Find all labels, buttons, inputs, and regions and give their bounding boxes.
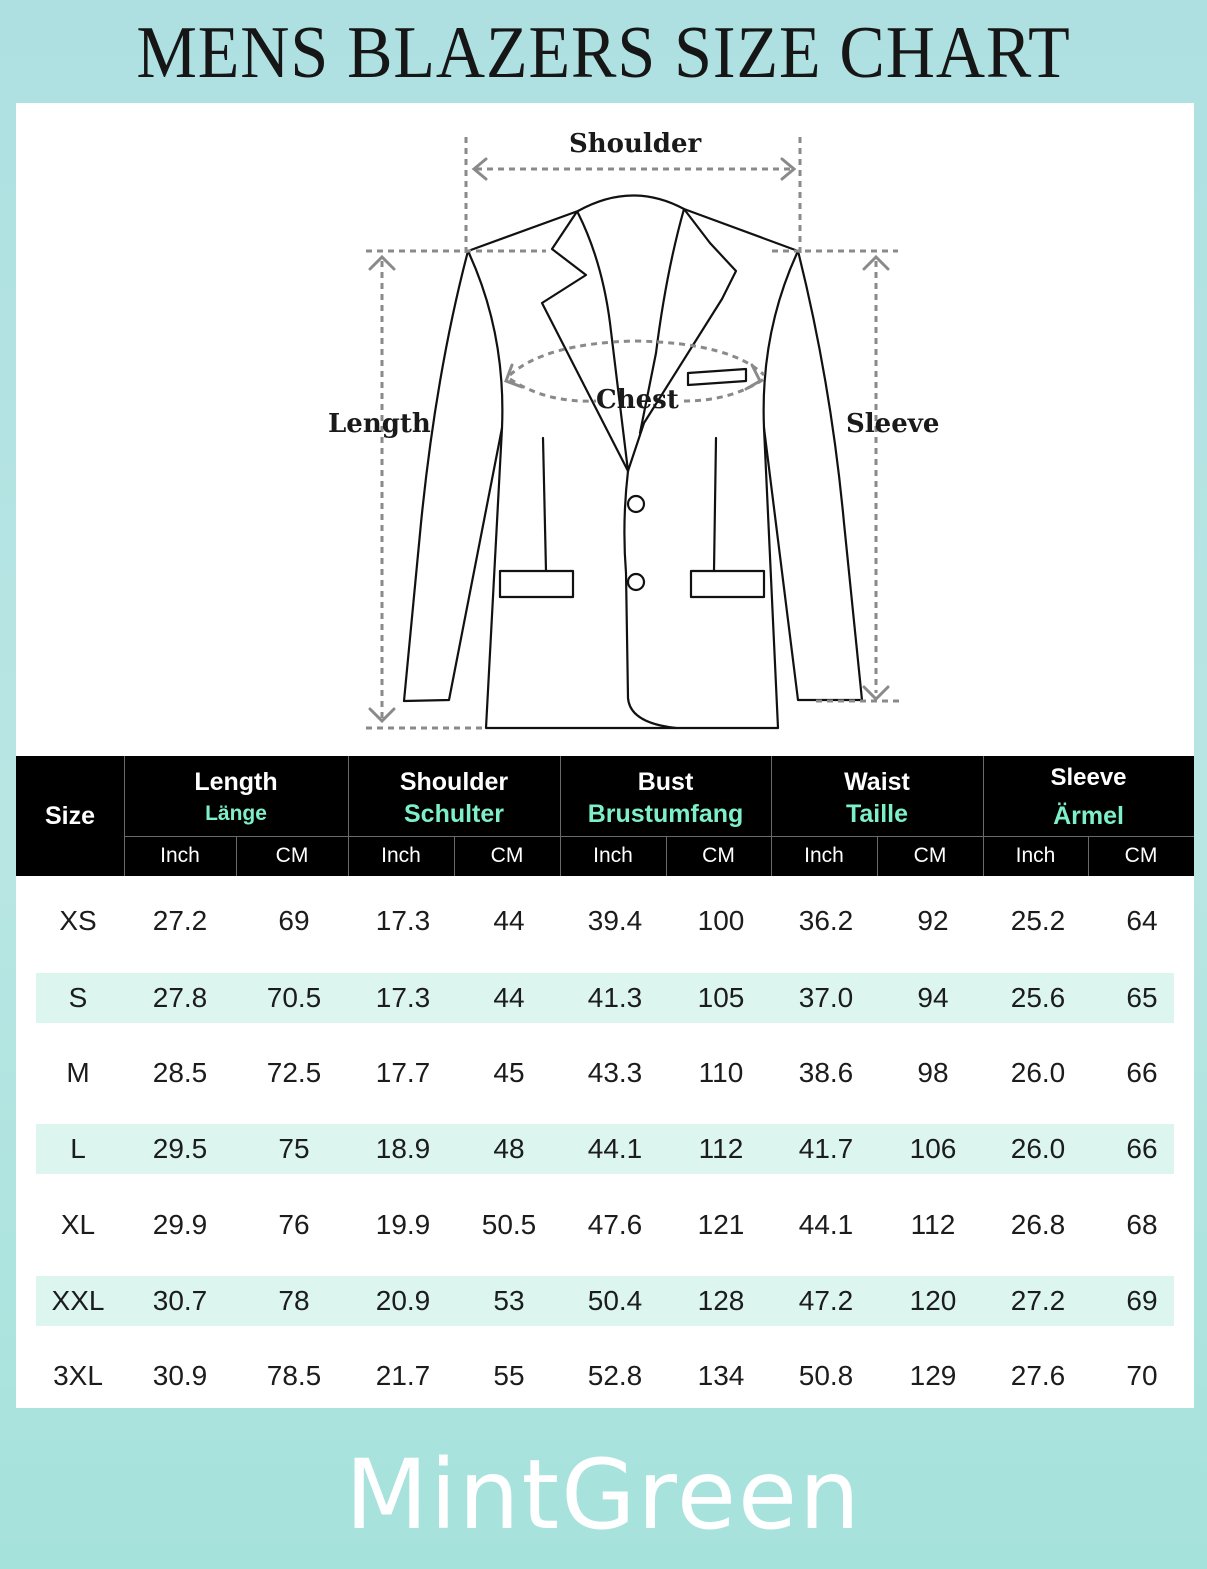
- group-de: Taille: [845, 800, 909, 828]
- unit-cm: CM: [490, 844, 524, 867]
- unit-cm: CM: [702, 844, 735, 867]
- shoulder-inch-cell: 18.9: [375, 1133, 431, 1164]
- length-inch-cell: 27.2: [152, 905, 208, 936]
- length-cm-cell: 78.5: [266, 1360, 322, 1391]
- bust-inch-cell: 39.4: [587, 905, 643, 936]
- bust-inch-cell: 50.4: [587, 1285, 643, 1316]
- length-cm-cell: 75: [278, 1133, 310, 1164]
- length-inch-cell: 29.5: [152, 1133, 208, 1164]
- shoulder-inch-cell: 21.7: [375, 1360, 431, 1391]
- waist-cm-cell: 92: [917, 905, 949, 936]
- waist-inch-cell: 37.0: [798, 982, 854, 1013]
- size-header: Size: [44, 802, 96, 830]
- group-de: Ärmel: [1053, 802, 1124, 830]
- bust-cm-cell: 128: [697, 1285, 745, 1316]
- waist-inch-cell: 36.2: [798, 905, 854, 936]
- waist-cm-cell: 112: [910, 1209, 956, 1240]
- shoulder-inch-cell: 17.3: [375, 982, 431, 1013]
- bust-inch-cell: 41.3: [587, 982, 643, 1013]
- bust-cm-cell: 134: [697, 1360, 745, 1391]
- size-cell: L: [70, 1133, 86, 1164]
- group-de: Schulter: [403, 800, 505, 828]
- size-cell: M: [66, 1057, 90, 1088]
- header-divider: [877, 836, 878, 876]
- sleeve-cm-cell: 64: [1126, 905, 1158, 936]
- group-de: Länge: [205, 802, 267, 825]
- table-row: [36, 896, 1174, 946]
- header-divider: [454, 836, 455, 876]
- sleeve-inch-cell: 27.6: [1010, 1360, 1066, 1391]
- length-inch-cell: 27.8: [152, 982, 208, 1013]
- shoulder-inch-cell: 17.7: [375, 1057, 431, 1088]
- sleeve-label: Sleeve: [846, 409, 940, 439]
- shoulder-inch-cell: 17.3: [375, 905, 431, 936]
- header-divider: [1088, 836, 1089, 876]
- unit-cm: CM: [1124, 844, 1158, 867]
- sleeve-inch-cell: 25.2: [1010, 905, 1066, 936]
- table-row: [36, 973, 1174, 1023]
- group-header-waist: [771, 756, 983, 836]
- shoulder-cm-cell: 44: [493, 905, 525, 936]
- waist-cm-cell: 120: [909, 1285, 957, 1316]
- table-row: [36, 1048, 1174, 1098]
- header-divider: [124, 756, 125, 876]
- sleeve-inch-cell: 26.0: [1010, 1057, 1066, 1088]
- sleeve-cm-cell: 68: [1126, 1209, 1158, 1240]
- sleeve-cm-cell: 69: [1126, 1285, 1158, 1316]
- sleeve-cm-cell: 65: [1126, 982, 1158, 1013]
- size-cell: XXL: [51, 1285, 105, 1316]
- sleeve-cm-cell: 70: [1126, 1360, 1158, 1391]
- length-inch-cell: 29.9: [152, 1209, 208, 1240]
- shoulder-inch-cell: 19.9: [375, 1209, 431, 1240]
- bust-cm-cell: 105: [697, 982, 745, 1013]
- bust-inch-cell: 47.6: [587, 1209, 643, 1240]
- waist-inch-cell: 38.6: [798, 1057, 854, 1088]
- page-title: MENS BLAZERS SIZE CHART: [136, 12, 1071, 94]
- group-en: Shoulder: [399, 768, 509, 796]
- waist-cm-cell: 129: [909, 1360, 957, 1391]
- shoulder-cm-cell: 50.5: [481, 1209, 537, 1240]
- sleeve-inch-cell: 25.6: [1010, 982, 1066, 1013]
- waist-inch-cell: 50.8: [798, 1360, 854, 1391]
- header-divider: [348, 756, 349, 876]
- size-cell: XL: [60, 1209, 96, 1240]
- bust-cm-cell: 100: [697, 905, 745, 936]
- unit-inch: Inch: [160, 844, 200, 867]
- bust-cm-cell: 112: [698, 1133, 744, 1164]
- group-header-bust: [560, 756, 771, 836]
- group-header-shoulder: [348, 756, 560, 836]
- length-inch-cell: 28.5: [152, 1057, 208, 1088]
- unit-cm: CM: [913, 844, 947, 867]
- table-row: [36, 1124, 1174, 1174]
- header-divider: [236, 836, 237, 876]
- blazer-diagram: [16, 103, 1194, 758]
- bust-inch-cell: 44.1: [587, 1133, 643, 1164]
- sleeve-cm-cell: 66: [1126, 1133, 1158, 1164]
- table-row: [36, 1351, 1174, 1401]
- unit-inch: Inch: [593, 844, 633, 867]
- waist-inch-cell: 41.7: [798, 1133, 854, 1164]
- waist-cm-cell: 98: [917, 1057, 949, 1088]
- unit-inch: Inch: [1015, 844, 1056, 867]
- waist-cm-cell: 94: [917, 982, 949, 1013]
- length-cm-cell: 72.5: [266, 1057, 322, 1088]
- shoulder-inch-cell: 20.9: [375, 1285, 431, 1316]
- bust-cm-cell: 110: [698, 1057, 744, 1088]
- header-divider: [124, 836, 1194, 837]
- unit-cm: CM: [275, 844, 309, 867]
- length-cm-cell: 70.5: [266, 982, 322, 1013]
- unit-inch: Inch: [381, 844, 421, 867]
- bust-cm-cell: 121: [697, 1209, 745, 1240]
- size-cell: XS: [59, 905, 97, 936]
- length-cm-cell: 69: [278, 905, 310, 936]
- bust-inch-cell: 43.3: [587, 1057, 643, 1088]
- table-header: [16, 756, 1194, 876]
- group-en: Waist: [844, 768, 910, 796]
- header-divider: [560, 756, 561, 876]
- chest-label: Chest: [596, 385, 679, 415]
- size-cell: S: [68, 982, 88, 1013]
- shoulder-cm-cell: 44: [493, 982, 525, 1013]
- length-cm-cell: 78: [278, 1285, 310, 1316]
- sleeve-inch-cell: 27.2: [1010, 1285, 1066, 1316]
- blazer-illustration: [16, 103, 1194, 758]
- table-row: [36, 1200, 1174, 1250]
- sleeve-cm-cell: 66: [1126, 1057, 1158, 1088]
- shoulder-cm-cell: 45: [493, 1057, 525, 1088]
- header-divider: [666, 836, 667, 876]
- group-header-length: [124, 756, 348, 836]
- group-en: Sleeve: [1050, 764, 1127, 791]
- shoulder-cm-cell: 53: [493, 1285, 525, 1316]
- group-en: Bust: [637, 768, 694, 796]
- shoulder-cm-cell: 55: [493, 1360, 525, 1391]
- waist-inch-cell: 47.2: [798, 1285, 854, 1316]
- shoulder-cm-cell: 48: [493, 1133, 525, 1164]
- header-divider: [771, 756, 772, 876]
- sleeve-inch-cell: 26.8: [1010, 1209, 1066, 1240]
- length-label: Length: [328, 409, 431, 439]
- header-divider: [983, 756, 984, 876]
- length-cm-cell: 76: [278, 1209, 310, 1240]
- length-inch-cell: 30.9: [152, 1360, 208, 1391]
- waist-inch-cell: 44.1: [798, 1209, 854, 1240]
- size-cell: 3XL: [53, 1360, 103, 1391]
- waist-cm-cell: 106: [909, 1133, 957, 1164]
- unit-inch: Inch: [804, 844, 844, 867]
- group-de: Brustumfang: [587, 800, 744, 828]
- size-chart-panel: [16, 103, 1194, 1408]
- shoulder-label: Shoulder: [569, 129, 702, 159]
- brand-logo: MintGreen: [345, 1439, 862, 1551]
- bust-inch-cell: 52.8: [587, 1360, 643, 1391]
- length-inch-cell: 30.7: [152, 1285, 208, 1316]
- group-header-sleeve: [983, 756, 1194, 836]
- group-en: Length: [194, 768, 278, 796]
- sleeve-inch-cell: 26.0: [1010, 1133, 1066, 1164]
- table-row: [36, 1276, 1174, 1326]
